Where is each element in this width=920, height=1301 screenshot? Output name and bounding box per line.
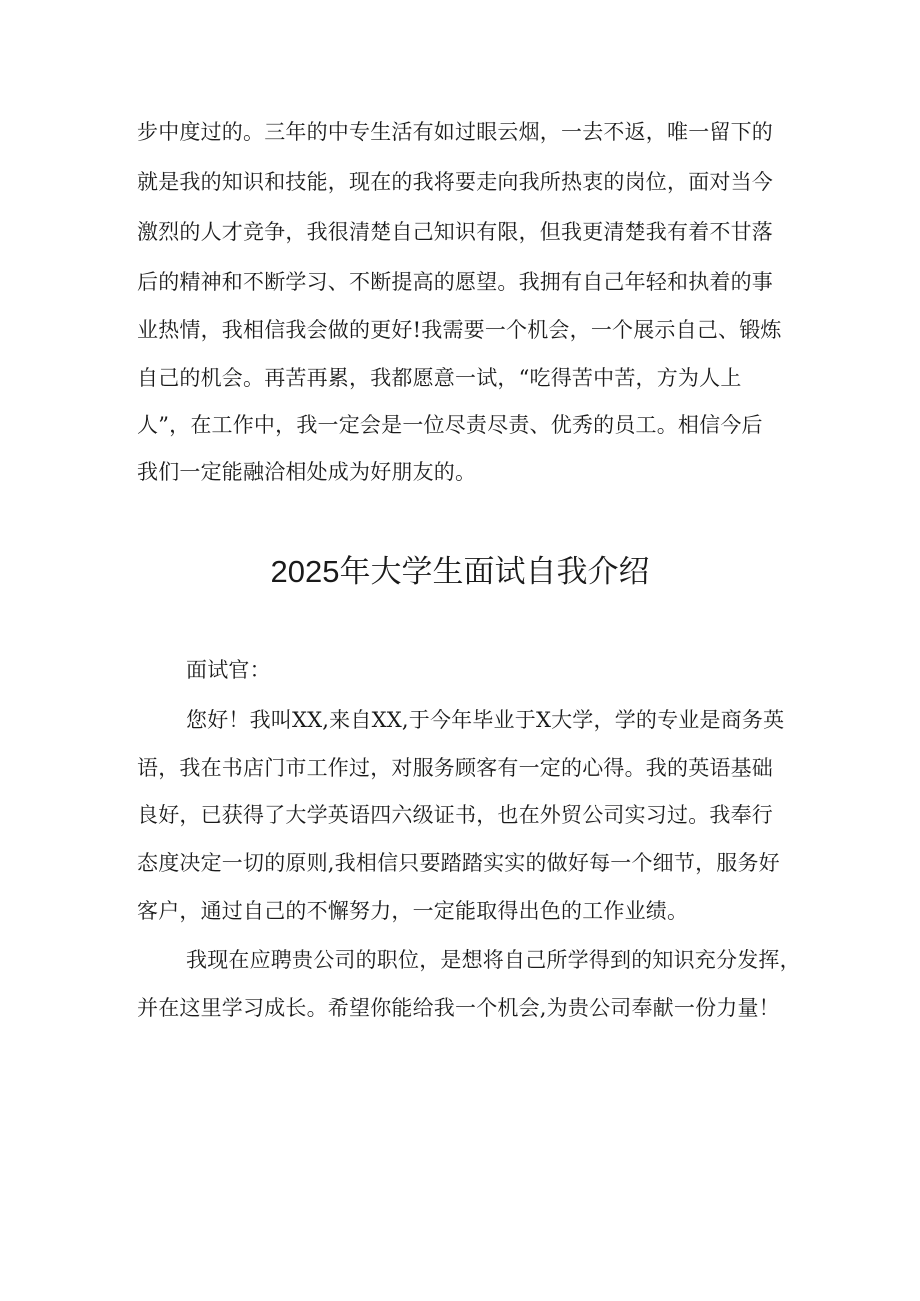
paragraph2-line-1: 我现在应聘贵公司的职位，是想将自己所学得到的知识充分发挥， xyxy=(186,948,801,972)
paragraph1-line-1: 您好！我叫XX,来自XX,于今年毕业于X大学，学的专业是商务英 xyxy=(186,708,785,732)
top-paragraph-line-3: 激烈的人才竞争，我很清楚自己知识有限，但我更清楚我有着不甘落 xyxy=(137,220,773,244)
paragraph1-line-3: 良好，已获得了大学英语四六级证书，也在外贸公司实习过。我奉行 xyxy=(137,803,773,827)
salutation: 面试官： xyxy=(186,658,271,682)
paragraph1-line-2: 语，我在书店门市工作过，对服务顾客有一定的心得。我的英语基础 xyxy=(137,756,773,780)
top-paragraph-line-2: 就是我的知识和技能，现在的我将要走向我所热衷的岗位，面对当今 xyxy=(137,170,773,194)
top-paragraph-line-4: 后的精神和不断学习、不断提高的愿望。我拥有自己年轻和执着的事 xyxy=(137,270,773,294)
paragraph1-line-4: 态度决定一切的原则,我相信只要踏踏实实的做好每一个细节，服务好 xyxy=(137,851,780,875)
paragraph1-line-5: 客户，通过自己的不懈努力，一定能取得出色的工作业绩。 xyxy=(137,899,689,923)
top-paragraph-line-5: 业热情，我相信我会做的更好!我需要一个机会，一个展示自己、锻炼 xyxy=(137,318,782,342)
paragraph2-line-2: 并在这里学习成长。希望你能给我一个机会,为贵公司奉献一份力量！ xyxy=(137,996,780,1020)
top-paragraph-line-6: 自己的机会。再苦再累，我都愿意一试，“吃得苦中苦，方为人上 xyxy=(137,366,742,390)
section-title: 2025年大学生面试自我介绍 xyxy=(270,554,650,589)
top-paragraph-line-1: 步中度过的。三年的中专生活有如过眼云烟，一去不返，唯一留下的 xyxy=(137,120,773,144)
top-paragraph-line-8: 我们一定能融洽相处成为好朋友的。 xyxy=(137,460,477,484)
top-paragraph-line-7: 人”，在工作中，我一定会是一位尽责尽责、优秀的员工。相信今后 xyxy=(137,413,763,437)
